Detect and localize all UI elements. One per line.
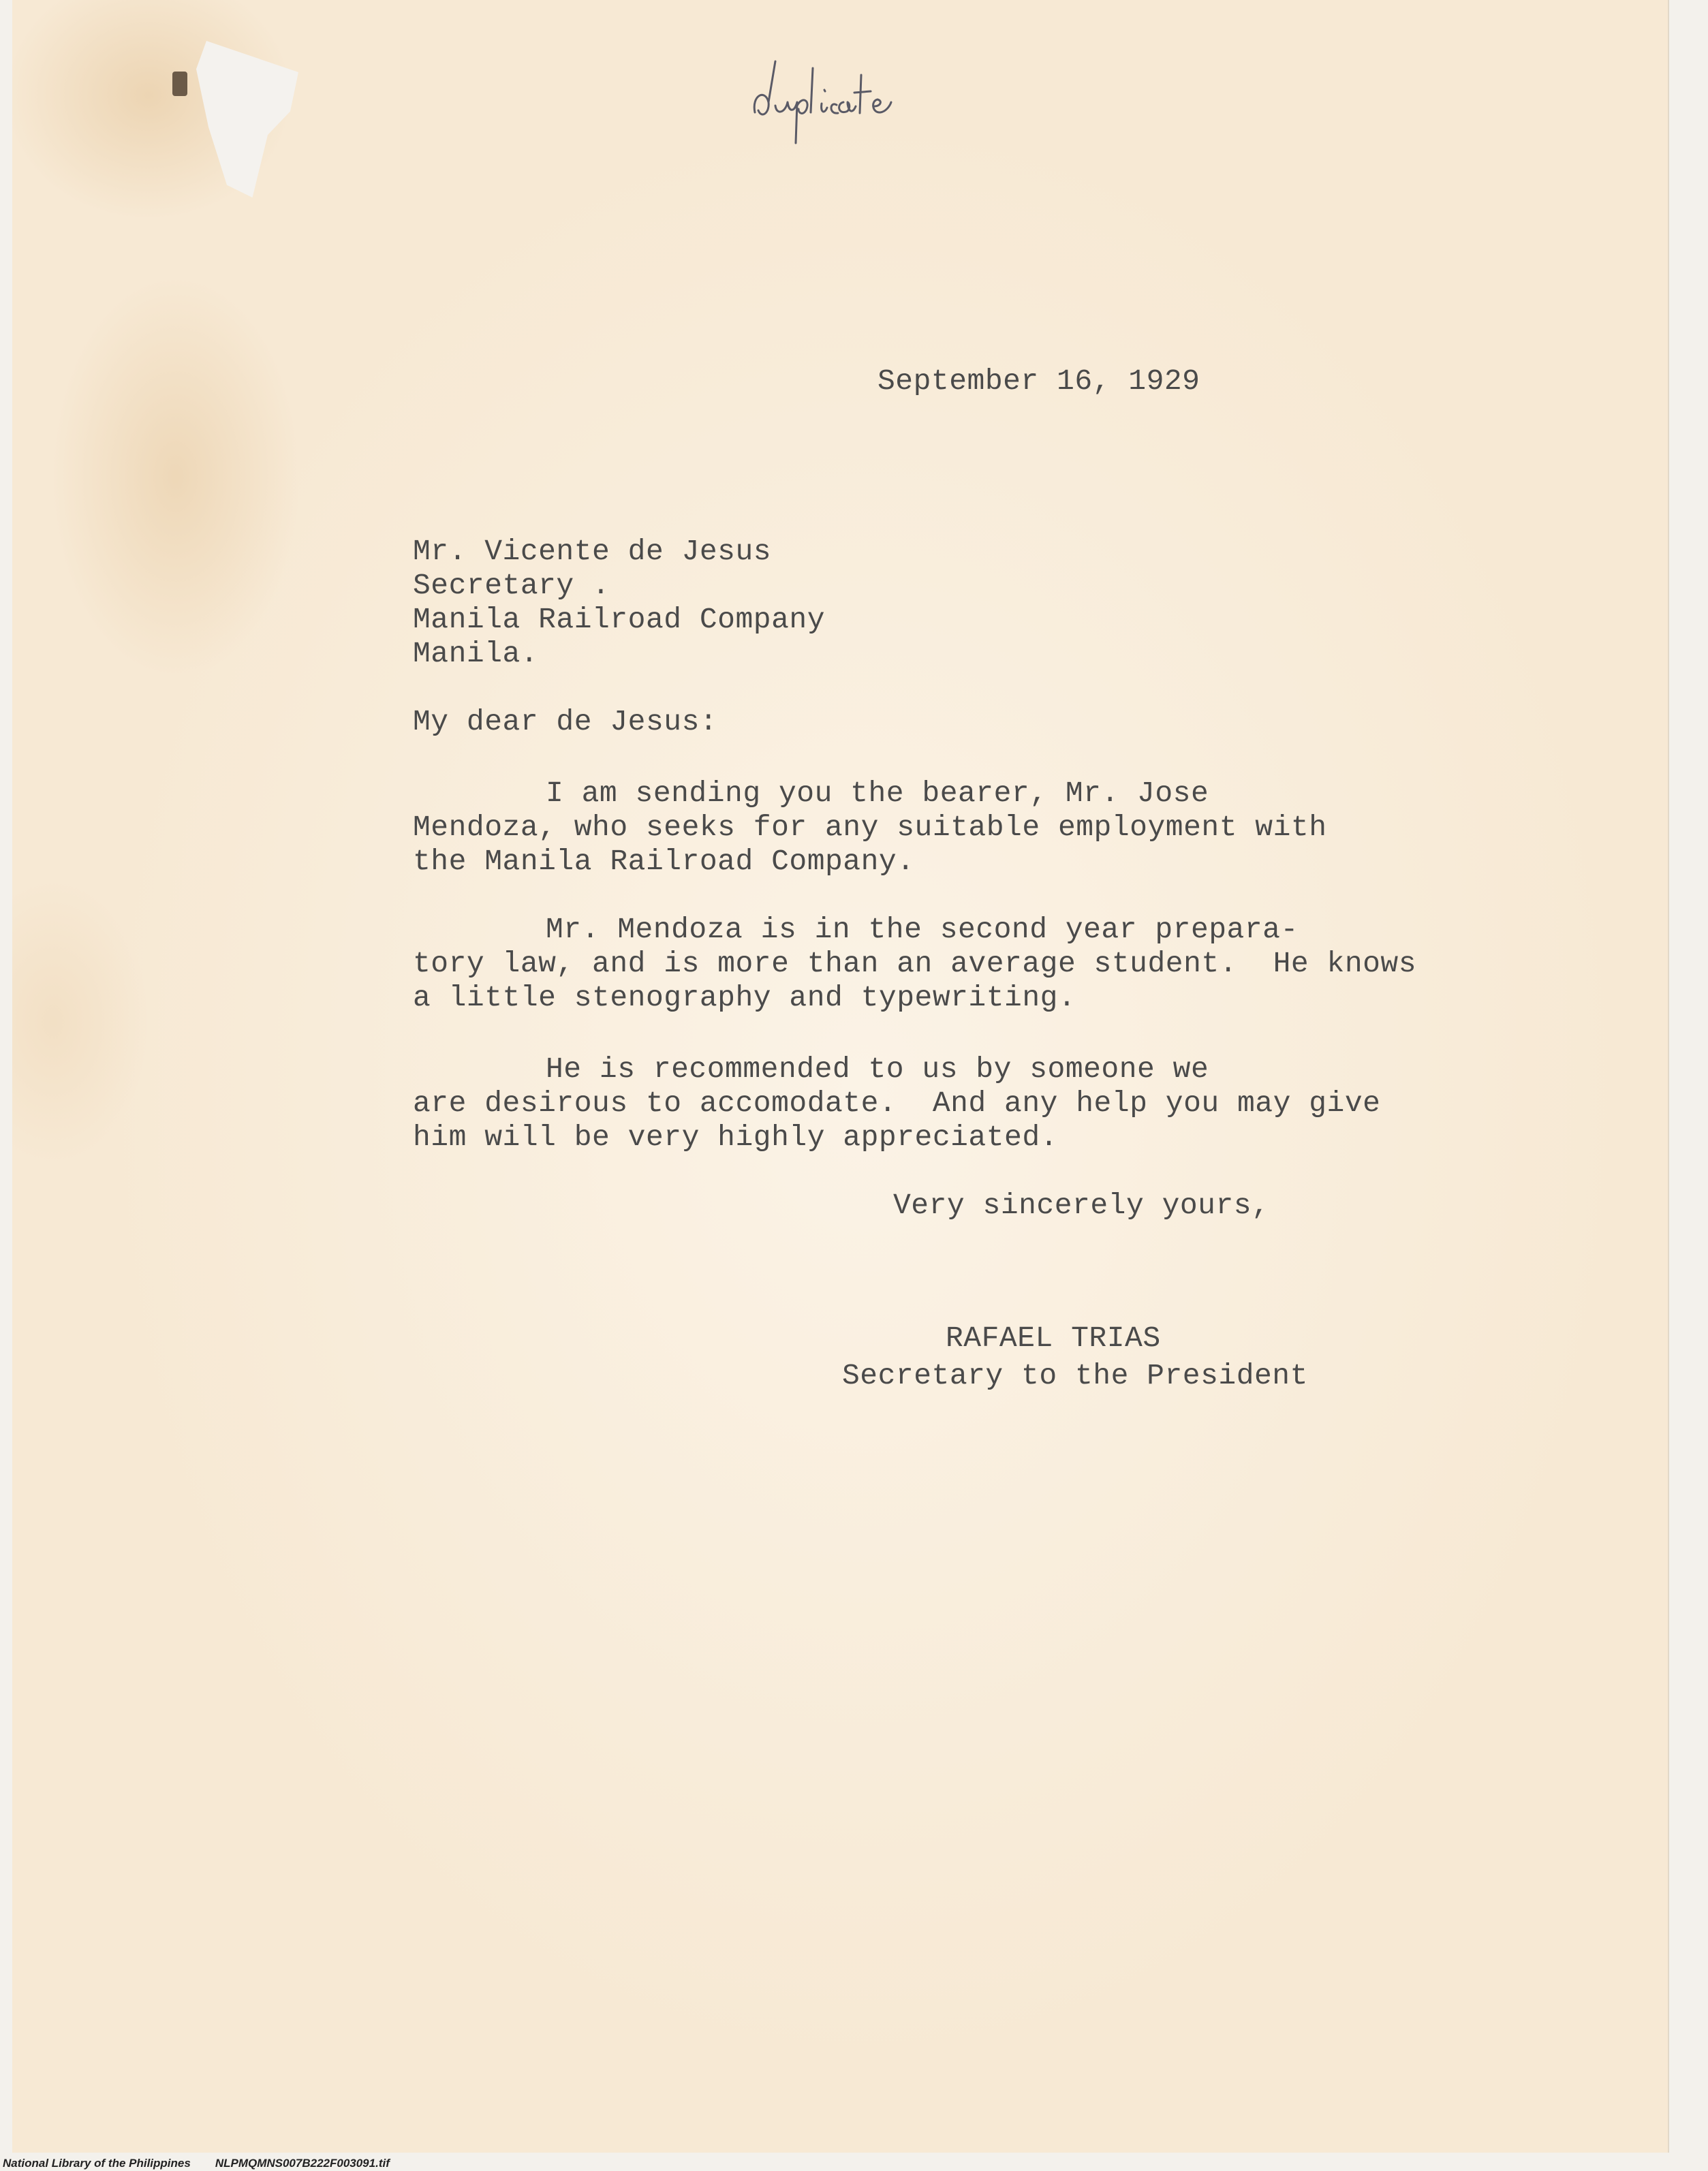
paragraph-2-line-3: a little stenography and typewriting. xyxy=(413,981,1076,1014)
complimentary-close: Very sincerely yours, xyxy=(893,1189,1270,1222)
footer-filename: NLPMQMNS007B222F003091.tif xyxy=(215,2157,390,2170)
letter-date: September 16, 1929 xyxy=(878,364,1200,398)
torn-corner xyxy=(196,41,298,198)
recipient-name: Mr. Vicente de Jesus xyxy=(413,535,772,568)
recipient-company: Manila Railroad Company xyxy=(413,603,825,636)
paragraph-1-line-2: Mendoza, who seeks for any suitable employment with xyxy=(413,811,1327,844)
handwritten-annotation xyxy=(734,48,939,157)
paragraph-1-line-1: I am sending you the bearer, Mr. Jose xyxy=(546,777,1209,810)
paragraph-3-line-1: He is recommended to us by someone we xyxy=(546,1052,1209,1086)
signer-name: RAFAEL TRIAS xyxy=(946,1322,1161,1355)
letter-sheet xyxy=(12,0,1668,2153)
paragraph-3-line-3: him will be very highly appreciated. xyxy=(413,1121,1058,1154)
paragraph-1-line-3: the Manila Railroad Company. xyxy=(413,845,915,878)
salutation: My dear de Jesus: xyxy=(413,705,718,738)
paragraph-2-line-2: tory law, and is more than an average student. He knows xyxy=(413,947,1417,980)
footer-institution: National Library of the Philippines xyxy=(3,2157,191,2170)
signer-title: Secretary to the President xyxy=(842,1359,1308,1392)
recipient-city: Manila. xyxy=(413,637,539,670)
paragraph-2-line-1: Mr. Mendoza is in the second year prepara- xyxy=(546,913,1299,946)
paragraph-3-line-2: are desirous to accomodate. And any help you may give xyxy=(413,1087,1381,1120)
scan-footer xyxy=(3,2157,390,2170)
staple-mark xyxy=(172,72,187,96)
recipient-title: Secretary . xyxy=(413,569,610,602)
